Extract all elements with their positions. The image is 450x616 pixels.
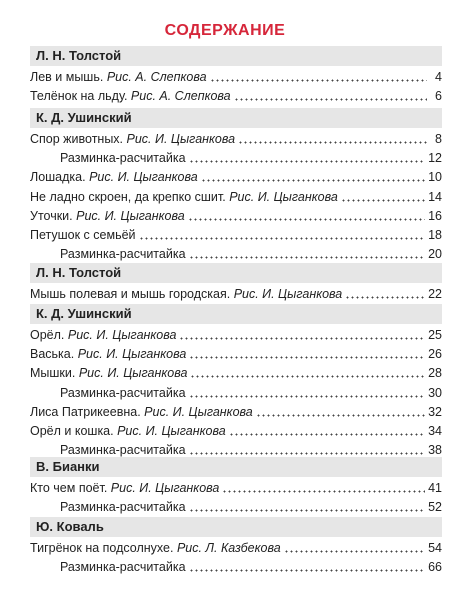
- toc-entry[interactable]: [30, 422, 442, 440]
- entry-title-text: Петушок с семьёй: [30, 228, 136, 242]
- entry-illustrator: Рис. И. Цыганкова: [110, 481, 220, 495]
- page-number: 52: [428, 500, 442, 515]
- page-number: 28: [428, 366, 442, 381]
- dot-leader: [256, 407, 425, 417]
- dot-leader: [188, 211, 425, 221]
- toc-entry[interactable]: [30, 87, 442, 105]
- entry-title: [30, 479, 219, 497]
- entry-illustrator: Рис. И. Цыганкова: [144, 404, 253, 419]
- dot-leader: [238, 134, 427, 144]
- entry-title: [30, 285, 342, 303]
- entry-illustrator: Рис. А. Слепкова: [106, 70, 207, 84]
- dot-leader: [201, 172, 425, 182]
- entry-title: [30, 422, 226, 440]
- entry-illustrator: Рис. А. Слепкова: [130, 89, 231, 104]
- page-number: 54: [428, 541, 442, 555]
- dot-leader: [189, 502, 426, 512]
- entry-title-text: Кто чем поёт.: [30, 481, 108, 495]
- entry-illustrator: Рис. И. Цыганкова: [126, 132, 236, 146]
- dot-leader: [190, 368, 425, 378]
- entry-illustrator: Рис. И. Цыганкова: [76, 208, 185, 223]
- page-number: 10: [428, 170, 442, 185]
- dot-leader: [189, 153, 426, 163]
- entry-illustrator: Рис. Л. Казбекова: [176, 541, 281, 555]
- toc-entry[interactable]: [30, 403, 442, 421]
- page-number: 38: [428, 443, 442, 458]
- toc-entry[interactable]: [30, 285, 442, 303]
- dot-leader: [345, 289, 425, 299]
- dot-leader: [210, 72, 427, 82]
- dot-leader: [189, 445, 426, 455]
- entry-title-text: Не ладно скроен, да крепко сшит.: [30, 189, 226, 204]
- page-title: СОДЕРЖАНИЕ: [164, 22, 286, 39]
- entry-title-text: Разминка-расчитайка: [60, 500, 186, 515]
- dot-leader: [189, 388, 426, 398]
- entry-title: [30, 403, 253, 421]
- entry-illustrator: Рис. И. Цыганкова: [78, 366, 188, 381]
- entry-title: [60, 498, 186, 516]
- entry-title: [30, 539, 281, 557]
- toc-entry[interactable]: [60, 384, 442, 402]
- toc-entry[interactable]: [30, 539, 442, 557]
- entry-title: [30, 207, 185, 225]
- page-number: 12: [428, 151, 442, 166]
- entry-title-text: Уточки.: [30, 208, 73, 223]
- entry-title: [30, 68, 207, 86]
- entry-title: [60, 558, 186, 576]
- toc-entry[interactable]: [30, 364, 442, 382]
- page-number: 32: [428, 404, 442, 419]
- page-number: 14: [428, 189, 442, 204]
- entry-title: [30, 168, 198, 186]
- entry-title-text: Разминка-расчитайка: [60, 560, 186, 575]
- page-number: 34: [428, 424, 442, 438]
- toc-entry[interactable]: [30, 226, 442, 244]
- toc-entry[interactable]: [60, 498, 442, 516]
- entry-title-text: Орёл и кошка.: [30, 424, 114, 438]
- entry-illustrator: Рис. И. Цыганкова: [67, 328, 177, 342]
- toc-entry[interactable]: [30, 207, 442, 225]
- toc-entry[interactable]: [30, 345, 442, 363]
- page-number: 4: [435, 70, 442, 84]
- entry-title: [30, 130, 235, 148]
- author-heading: Ю. Коваль: [30, 517, 442, 537]
- dot-leader: [284, 543, 425, 553]
- dot-leader: [229, 426, 425, 436]
- author-heading: К. Д. Ушинский: [30, 304, 442, 324]
- entry-title-text: Разминка-расчитайка: [60, 151, 186, 166]
- entry-title: [30, 188, 338, 206]
- toc-entry[interactable]: [60, 149, 442, 167]
- entry-title-text: Разминка-расчитайка: [60, 443, 186, 458]
- toc-entry[interactable]: [30, 479, 442, 497]
- author-heading: Л. Н. Толстой: [30, 46, 442, 66]
- dot-leader: [341, 192, 425, 202]
- entry-title: [30, 87, 231, 105]
- dot-leader: [139, 230, 426, 240]
- dot-leader: [234, 91, 427, 101]
- page-number: 16: [428, 208, 442, 223]
- page-number: 26: [428, 347, 442, 362]
- entry-title: [60, 149, 186, 167]
- entry-illustrator: Рис. И. Цыганкова: [233, 287, 343, 301]
- toc-entry[interactable]: [30, 188, 442, 206]
- entry-illustrator: Рис. И. Цыганкова: [229, 189, 338, 204]
- toc-entry[interactable]: [30, 130, 442, 148]
- page-number: 18: [428, 228, 442, 242]
- author-heading: В. Бианки: [30, 457, 442, 477]
- dot-leader: [189, 349, 425, 359]
- dot-leader: [189, 562, 426, 572]
- entry-title-text: Разминка-расчитайка: [60, 385, 186, 400]
- entry-title-text: Мышь полевая и мышь городская.: [30, 287, 231, 301]
- entry-title-text: Спор животных.: [30, 132, 124, 146]
- toc-entry[interactable]: [60, 245, 442, 263]
- dot-leader: [179, 330, 425, 340]
- entry-illustrator: Рис. И. Цыганкова: [117, 424, 226, 438]
- entry-title: [60, 245, 186, 263]
- entry-title-text: Тигрёнок на подсолнухе.: [30, 541, 174, 555]
- dot-leader: [189, 249, 426, 259]
- toc-entry[interactable]: [30, 68, 442, 86]
- entry-title-text: Орёл.: [30, 328, 65, 342]
- entry-title: [30, 226, 136, 244]
- page-number: 8: [435, 132, 442, 146]
- toc-entry[interactable]: [60, 558, 442, 576]
- entry-title-text: Телёнок на льду.: [30, 89, 128, 104]
- entry-title-text: Лошадка.: [30, 170, 86, 185]
- page-number: 6: [435, 89, 442, 104]
- page-number: 25: [428, 328, 442, 342]
- entry-title-text: Васька.: [30, 347, 75, 362]
- entry-illustrator: Рис. И. Цыганкова: [77, 347, 187, 362]
- entry-title: [30, 364, 187, 382]
- entry-title: [30, 345, 186, 363]
- entry-title: [30, 326, 176, 344]
- page-number: 22: [428, 287, 442, 301]
- entry-title-text: Разминка-расчитайка: [60, 247, 186, 262]
- author-heading: Л. Н. Толстой: [30, 263, 442, 283]
- page-number: 66: [428, 560, 442, 575]
- author-heading: К. Д. Ушинский: [30, 108, 442, 128]
- entry-title: [60, 384, 186, 402]
- toc-entry[interactable]: [30, 168, 442, 186]
- entry-illustrator: Рис. И. Цыганкова: [89, 170, 198, 185]
- dot-leader: [222, 483, 425, 493]
- entry-title-text: Лев и мышь.: [30, 70, 104, 84]
- page-number: 20: [428, 247, 442, 262]
- entry-title-text: Лиса Патрикеевна.: [30, 404, 141, 419]
- toc-entry[interactable]: [30, 326, 442, 344]
- page-number: 30: [428, 385, 442, 400]
- page-number: 41: [428, 481, 442, 495]
- entry-title-text: Мышки.: [30, 366, 76, 381]
